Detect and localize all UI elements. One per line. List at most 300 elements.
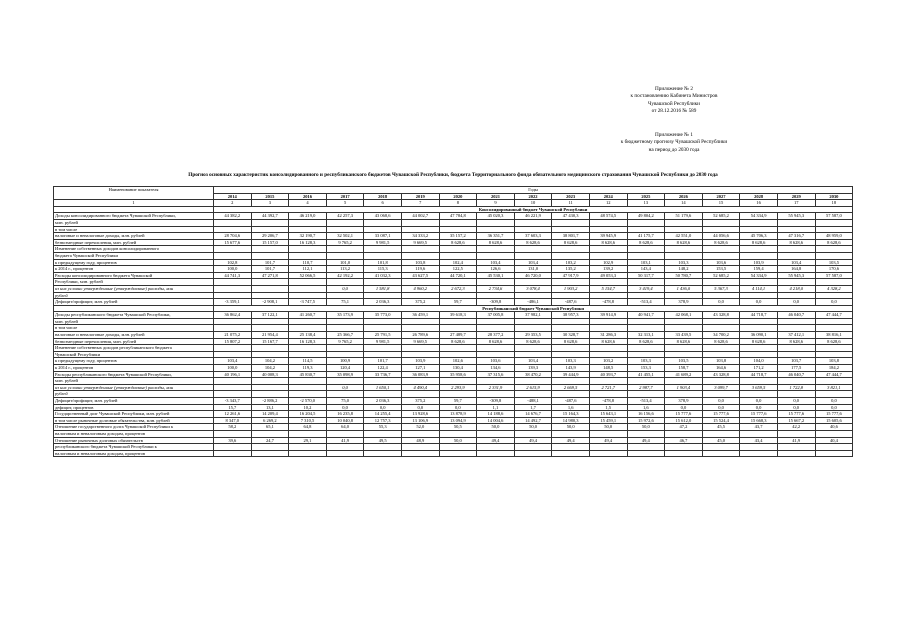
value-cell: 27 489,7 [439,332,477,339]
value-cell [552,378,590,385]
value-cell [815,430,853,437]
value-cell [815,450,853,457]
value-cell: 7 310,5 [289,417,327,424]
value-cell [702,391,740,398]
value-cell [815,325,853,332]
value-cell: 35 773,0 [364,312,402,319]
value-cell [665,444,703,451]
value-cell: 28 704,6 [214,233,252,240]
value-cell: 15 167,7 [251,338,289,345]
value-cell [439,430,477,437]
value-cell [552,345,590,352]
value-cell [214,444,252,451]
value-cell: 43,4 [740,437,778,444]
value-cell: 0,0 [702,398,740,405]
value-cell: 3 078,4 [514,285,552,292]
value-cell: 8 628,6 [665,338,703,345]
value-cell [439,246,477,253]
value-cell [777,351,815,358]
value-cell [777,450,815,457]
value-cell: 36 090,1 [740,332,778,339]
value-cell: 103,5 [665,358,703,365]
value-cell [740,450,778,457]
value-cell: 64,0 [326,424,364,431]
value-cell [777,226,815,233]
value-cell [552,325,590,332]
value-cell [364,391,402,398]
value-cell [439,391,477,398]
value-cell [477,318,515,325]
value-cell [777,391,815,398]
value-cell [326,226,364,233]
value-cell: 75,0 [326,398,364,405]
value-cell: 8 628,6 [589,239,627,246]
value-cell: 29,1 [289,437,327,444]
value-cell [514,444,552,451]
table-row [54,233,853,240]
column-number-row [54,200,853,207]
value-cell: 32 190,7 [289,233,327,240]
value-cell [740,226,778,233]
value-cell: 26 789,6 [401,332,439,339]
value-cell: 8 628,6 [439,338,477,345]
value-cell: 36 459,1 [401,312,439,319]
year-header-cell: 2017 [326,193,364,200]
value-cell: 0,0 [439,404,477,411]
value-cell: 104,2 [251,365,289,372]
value-cell [740,351,778,358]
header-name-cell: Наименование показателя [54,187,214,200]
value-cell [702,246,740,253]
value-cell: 75,1 [326,299,364,306]
value-cell [589,318,627,325]
column-number-cell: 10 [514,200,552,207]
value-cell [401,444,439,451]
value-cell: 37 982,1 [514,312,552,319]
value-cell [665,252,703,259]
value-cell [214,351,252,358]
table-row [54,417,853,424]
value-cell [552,450,590,457]
value-cell [627,226,665,233]
value-cell [514,430,552,437]
value-cell [589,430,627,437]
appendix-1-line: на период до 2030 года [648,146,700,153]
value-cell [251,325,289,332]
table-row [54,345,853,352]
value-cell: 103,9 [401,358,439,365]
value-cell: 50 317,7 [627,272,665,279]
value-cell: -2 886,2 [251,398,289,405]
value-cell: 44 002,7 [401,213,439,220]
value-cell [401,351,439,358]
value-cell: 9 981,5 [364,338,402,345]
value-cell: 14 004,6 [477,417,515,424]
value-cell: 1 903,4 [665,384,703,391]
value-cell: 50,0 [627,424,665,431]
value-cell: -478,8 [589,299,627,306]
value-cell [214,292,252,299]
value-cell [665,378,703,385]
value-cell: 52 685,2 [702,272,740,279]
value-cell: 1,1 [477,404,515,411]
value-cell: 50,0 [552,424,590,431]
value-cell [552,219,590,226]
value-cell: 55,3 [364,424,402,431]
value-cell [777,325,815,332]
value-cell: 37 412,1 [777,332,815,339]
value-cell [740,345,778,352]
table-row [54,219,853,226]
value-cell [552,351,590,358]
section-title-cell: Республиканский бюджет Чувашской Республики [214,305,853,312]
value-cell [702,279,740,286]
value-cell [439,378,477,385]
table-row [54,266,853,273]
value-cell: 2 036,3 [364,299,402,306]
header-years-cell: Годы [214,187,853,194]
value-cell [815,226,853,233]
value-cell: 103,8 [815,358,853,365]
value-cell: 40,4 [815,437,853,444]
value-cell: 16 128,3 [289,338,327,345]
header-row [54,187,853,194]
value-cell [401,279,439,286]
value-cell: 45,0 [702,437,740,444]
value-cell: -487,6 [552,398,590,405]
value-cell [364,430,402,437]
value-cell: 2 721,7 [589,384,627,391]
value-cell [777,318,815,325]
value-cell [289,246,327,253]
value-cell [477,246,515,253]
value-cell: 3 419,4 [627,285,665,292]
value-cell: 14 676,7 [514,411,552,418]
value-cell [214,384,252,391]
label-cell: Отношение рыночных долговых обязательств [54,437,214,444]
value-cell: 54 334,9 [740,213,778,220]
value-cell [665,391,703,398]
value-cell: 45 530,1 [477,272,515,279]
value-cell: 8 628,6 [514,239,552,246]
value-cell: 46 040,7 [777,312,815,319]
value-cell [627,391,665,398]
value-cell [589,219,627,226]
label-cell: к предыдущему году, процентов [54,259,214,266]
value-cell [364,325,402,332]
value-cell: 1,7 [514,404,552,411]
year-header-cell: 2025 [627,193,665,200]
value-cell [289,285,327,292]
value-cell: 40 196,1 [214,371,252,378]
value-cell [289,351,327,358]
value-cell: 101,7 [251,259,289,266]
column-number-cell: 4 [289,200,327,207]
value-cell: 41 175,7 [627,233,665,240]
value-cell [251,226,289,233]
value-cell [477,378,515,385]
value-cell [214,318,252,325]
value-cell [552,279,590,286]
value-cell [627,292,665,299]
value-cell: 103,4 [777,259,815,266]
column-number-cell: 18 [815,200,853,207]
value-cell [439,450,477,457]
value-cell: -3 343,7 [214,398,252,405]
label-cell: налоговым и неналоговым доходам, процентов [54,430,214,437]
value-cell [401,391,439,398]
value-cell: 100,0 [214,365,252,372]
value-cell: 46 219,0 [289,213,327,220]
value-cell: 1 650,1 [364,384,402,391]
value-cell: 41 032,3 [364,272,402,279]
value-cell [777,279,815,286]
value-cell: 122,5 [439,266,477,273]
value-cell [627,252,665,259]
value-cell: 8 628,6 [777,239,815,246]
year-header-cell: 2022 [514,193,552,200]
table-row [54,213,853,220]
value-cell: 8 628,6 [552,239,590,246]
value-cell: 0,0 [740,398,778,405]
value-cell [214,219,252,226]
value-cell [552,246,590,253]
value-cell: 48 959,0 [815,233,853,240]
value-cell: 6 269,2 [251,417,289,424]
value-cell: 103,1 [627,259,665,266]
value-cell: 49,4 [589,437,627,444]
value-cell: 0,0 [740,299,778,306]
year-header-cell: 2020 [439,193,477,200]
value-cell: 21 075,2 [214,332,252,339]
value-cell [514,219,552,226]
year-header-cell: 2030 [815,193,853,200]
value-cell: 1 581,8 [364,285,402,292]
value-cell [364,219,402,226]
table-row [54,285,853,292]
value-cell: 38 816,1 [815,332,853,339]
value-cell [552,226,590,233]
value-cell: 0,0 [326,404,364,411]
value-cell: -513,4 [627,299,665,306]
value-cell: 42 192,2 [326,272,364,279]
value-cell: 15 777,6 [702,411,740,418]
value-cell: 2 331,9 [477,384,515,391]
value-cell: 0,0 [815,404,853,411]
value-cell: 24,7 [251,437,289,444]
value-cell: -2 570,0 [289,398,327,405]
value-cell: 127,1 [401,365,439,372]
column-number-cell: 13 [627,200,665,207]
table-row [54,292,853,299]
value-cell [401,430,439,437]
value-cell: 45,5 [702,424,740,431]
value-cell [289,219,327,226]
value-cell [514,391,552,398]
column-number-cell: 16 [740,200,778,207]
value-cell: 8 628,6 [439,239,477,246]
value-cell: 4 114,1 [740,285,778,292]
value-cell: 13,1 [251,404,289,411]
value-cell: 119,3 [289,365,327,372]
value-cell: 100,9 [326,358,364,365]
value-cell [740,292,778,299]
label-cell: бюджета Чувашской Республики [54,252,214,259]
value-cell [589,345,627,352]
value-cell: -488,1 [514,398,552,405]
value-cell: 3 659,5 [740,384,778,391]
value-cell [627,318,665,325]
column-number-cell: 3 [251,200,289,207]
value-cell [627,345,665,352]
label-cell: налоговые и неналоговые доходы, млн. рублей [54,233,214,240]
value-cell: 12 757,3 [364,417,402,424]
value-cell: 16 204,5 [289,411,327,418]
value-cell [552,430,590,437]
value-cell: 9 765,2 [326,338,364,345]
label-cell: дефицит, процентов [54,404,214,411]
value-cell: 28 377,2 [477,332,515,339]
value-cell [251,351,289,358]
value-cell: 148,5 [589,365,627,372]
value-cell: -486,1 [514,299,552,306]
value-cell [589,226,627,233]
label-cell: Расходы консолидированного бюджета Чувашской [54,272,214,279]
value-cell [552,444,590,451]
value-cell: 8 628,6 [552,338,590,345]
value-cell: 57 587,0 [815,272,853,279]
value-cell [326,430,364,437]
value-cell: 15 777,6 [777,411,815,418]
value-cell [364,279,402,286]
value-cell: 49 053,3 [589,272,627,279]
label-cell: Государственный долг Чувашской Республики, млн. рублей [54,411,214,418]
table-row [54,378,853,385]
value-cell: 103,4 [477,259,515,266]
section-title-cell: Консолидированный бюджет Чувашской Республики [214,206,853,213]
value-cell [815,345,853,352]
value-cell: 15 524,4 [702,417,740,424]
label-cell: безвозмездные перечисления, млн. рублей [54,239,214,246]
value-cell: 39,6 [214,437,252,444]
table-row [54,391,853,398]
value-cell: 37 122,1 [251,312,289,319]
value-cell [289,430,327,437]
value-cell: 47 316,7 [777,233,815,240]
column-number-cell: 6 [364,200,402,207]
value-cell [251,252,289,259]
value-cell: 42 257,3 [326,213,364,220]
year-header-cell: 2027 [702,193,740,200]
table-row [54,259,853,266]
value-cell [627,246,665,253]
value-cell: 8 628,6 [665,239,703,246]
value-cell: 43,7 [740,424,778,431]
value-cell: 177,5 [777,365,815,372]
value-cell: 14 980,3 [552,417,590,424]
value-cell [289,318,327,325]
value-cell [477,430,515,437]
value-cell: 5 367,3 [702,285,740,292]
value-cell: 139,3 [514,365,552,372]
value-cell: 38 470,2 [514,371,552,378]
value-cell: 46,7 [665,437,703,444]
value-cell [401,226,439,233]
value-cell: 102,4 [439,259,477,266]
section-header-row [54,305,853,312]
value-cell [552,318,590,325]
value-cell: 0,0 [702,299,740,306]
value-cell [477,219,515,226]
label-cell: млн. рублей [54,378,214,385]
value-cell [251,391,289,398]
table-row [54,444,853,451]
value-cell [777,219,815,226]
value-cell [815,252,853,259]
value-cell: 159,4 [740,266,778,273]
value-cell: 49,4 [552,437,590,444]
value-cell: 15 777,6 [665,411,703,418]
value-cell: 143,4 [627,266,665,273]
column-number-cell: 14 [665,200,703,207]
value-cell [589,450,627,457]
value-cell [289,325,327,332]
value-cell: 46 720,0 [514,272,552,279]
column-number-cell: 15 [702,200,740,207]
value-cell: 41 260,7 [289,312,327,319]
value-cell: 47 444,7 [815,312,853,319]
value-cell [477,444,515,451]
value-cell [251,279,289,286]
appendix-2-line: от 28.12.2016 № 589 [651,108,697,115]
label-cell: налоговые и неналоговые доходы, млн. рублей [54,332,214,339]
value-cell: 119,6 [401,266,439,273]
value-cell: 34 700,2 [702,332,740,339]
value-cell: 139,2 [589,266,627,273]
value-cell [289,292,327,299]
value-cell: 3 099,7 [702,384,740,391]
value-cell [251,246,289,253]
value-cell: 9 669,5 [401,338,439,345]
value-cell [477,279,515,286]
value-cell [251,430,289,437]
value-cell [815,318,853,325]
value-cell [364,444,402,451]
value-cell: 112,1 [289,266,327,273]
value-cell [740,444,778,451]
column-number-cell: 1 [54,200,214,207]
value-cell: 36 862,4 [214,312,252,319]
label-cell: к предыдущему году, процентов [54,358,214,365]
table-row [54,371,853,378]
value-cell: 21 954,4 [251,332,289,339]
value-cell [665,351,703,358]
value-cell [740,219,778,226]
label-cell: из них условно утвержденные (утверждаемые) расходы, млн [54,285,214,292]
label-cell: в том числе [54,325,214,332]
value-cell: 115,3 [364,266,402,273]
value-cell: 15 612,0 [665,417,703,424]
value-cell: -487,6 [552,299,590,306]
value-cell: 47 784,8 [439,213,477,220]
label-cell: Дефицит/профицит, млн. рублей [54,398,214,405]
value-cell: 0,0 [740,404,778,411]
value-cell [289,391,327,398]
value-cell: 40 393,7 [589,371,627,378]
column-number-cell: 12 [589,200,627,207]
value-cell [401,219,439,226]
value-cell: 1 903,2 [552,285,590,292]
